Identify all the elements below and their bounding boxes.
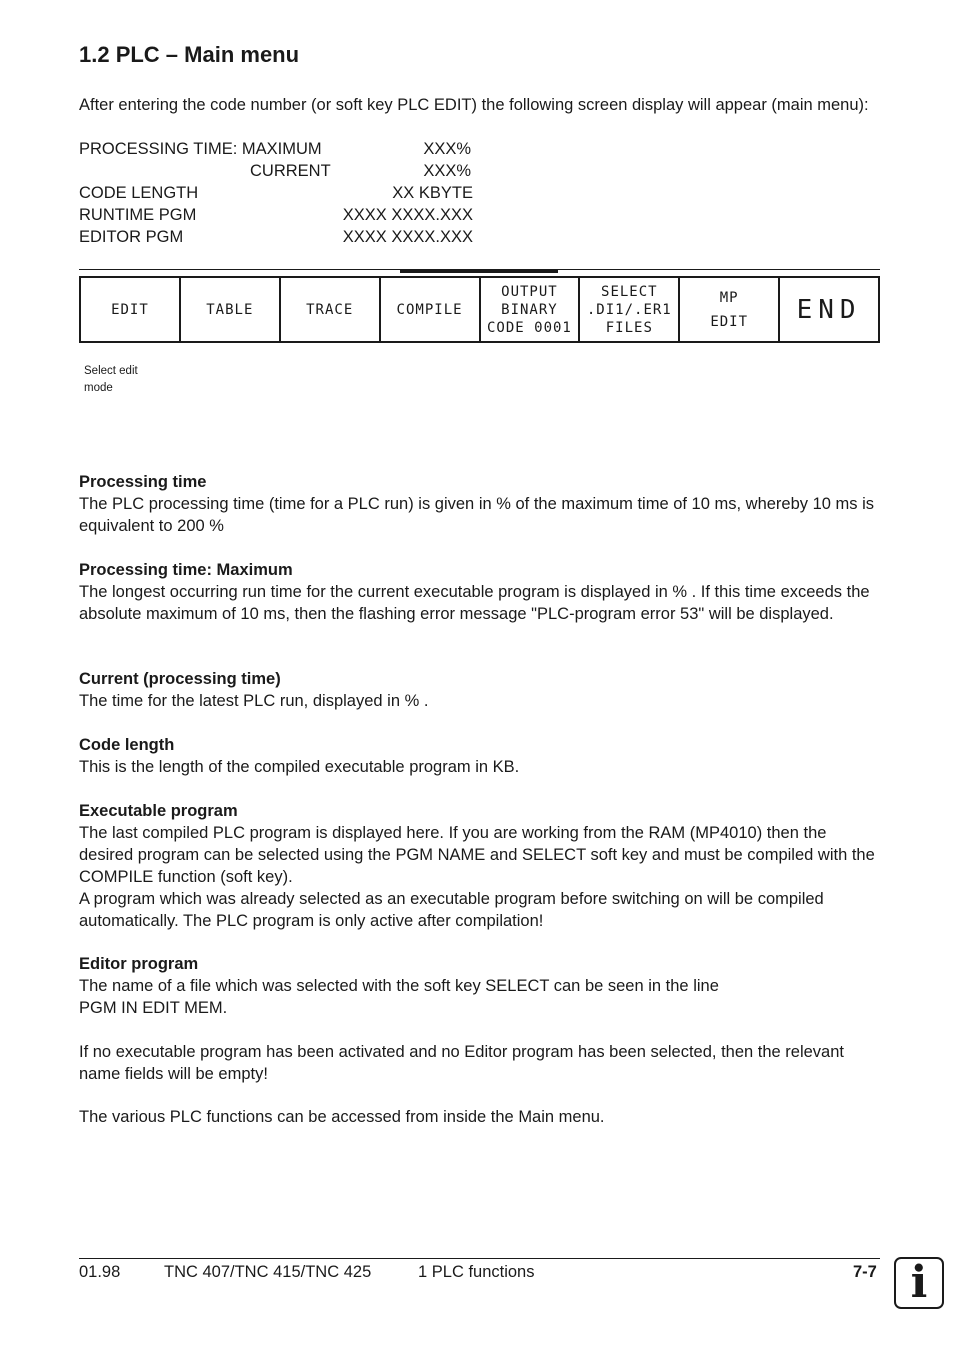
screen-row-code-length — [79, 182, 499, 204]
softkey-select-files[interactable] — [580, 278, 680, 341]
paragraph-empty-fields: If no executable program has been activated and no Editor program has been selected, then the relevant name fields will be empty! — [79, 1043, 844, 1083]
screen-row-processing-max — [79, 138, 499, 160]
softkey-label: TRACE — [306, 301, 354, 318]
softkey-label: CODE 0001 — [487, 319, 572, 336]
softkey-label: TABLE — [206, 301, 254, 318]
screen-row-runtime-pgm — [79, 204, 499, 226]
screen-row-value: XXXX XXXX.XXX — [342, 206, 473, 224]
softkey-output-binary[interactable] — [481, 278, 581, 341]
screen-row-label: RUNTIME PGM — [79, 206, 197, 224]
screen-row-value: XX KBYTE — [392, 184, 473, 202]
section-heading: Current (processing time) — [79, 670, 281, 688]
screen-row-value: XXX% — [423, 162, 471, 180]
footer-rule — [79, 1258, 880, 1259]
section-text: The name of a file which was selected with the soft key SELECT can be seen in the line — [79, 977, 719, 995]
info-icon: i — [894, 1257, 944, 1309]
caption-line: Select edit — [84, 365, 138, 377]
page-title: 1.2 PLC – Main menu — [79, 42, 300, 67]
softkey-compile[interactable] — [381, 278, 481, 341]
section-text: The PLC processing time (time for a PLC run) is given in % of the maximum time of 10 ms, whereby 10 ms is equivalent to 200 % — [79, 495, 875, 535]
section-heading: Executable program — [79, 802, 238, 820]
section-text: The longest occurring run time for the current executable program is displayed in % . If this time exceeds the absolute maximum of 10 ms, then the flashing error message "PLC-program error 53" will be displayed. — [79, 583, 870, 623]
section-heading: Processing time — [79, 473, 207, 491]
screen-row-editor-pgm — [79, 226, 499, 248]
section-heading: Processing time: Maximum — [79, 561, 293, 579]
section-text: The time for the latest PLC run, displayed in % . — [79, 692, 429, 710]
footer-date: 01.98 — [79, 1263, 121, 1281]
softkey-edit[interactable] — [81, 278, 181, 341]
softkey-mp-edit[interactable] — [680, 278, 780, 341]
paragraph-access: The various PLC functions can be accessed from inside the Main menu. — [79, 1108, 605, 1126]
softkey-page-indicator — [400, 270, 558, 273]
screen-row-label: CURRENT — [250, 162, 331, 180]
section-text: This is the length of the compiled executable program in KB. — [79, 758, 520, 776]
softkey-trace[interactable] — [281, 278, 381, 341]
softkey-label: MP — [719, 289, 739, 306]
section-heading: Code length — [79, 736, 175, 754]
caption-line: mode — [84, 382, 113, 394]
softkey-label: EDIT — [111, 301, 149, 318]
softkey-bar — [79, 276, 880, 343]
screen-row-label: PROCESSING TIME: MAXIMUM — [79, 140, 322, 158]
softkey-label: OUTPUT — [501, 283, 558, 300]
footer-chapter: 1 PLC functions — [418, 1263, 535, 1281]
screen-row-value: XXX% — [423, 140, 471, 158]
softkey-label: .DI1/.ER1 — [586, 301, 672, 318]
screen-row-label: EDITOR PGM — [79, 228, 184, 246]
screen-row-label: CODE LENGTH — [79, 184, 199, 202]
intro-text: After entering the code number (or soft key PLC EDIT) the following screen display will appear (main menu): — [79, 96, 869, 114]
softkey-label: BINARY — [501, 301, 558, 318]
softkey-label: EDIT — [710, 313, 749, 330]
section-text: PGM IN EDIT MEM. — [79, 999, 228, 1017]
screen-row-current — [79, 160, 499, 182]
softkey-end[interactable] — [780, 278, 878, 341]
softkey-label: COMPILE — [396, 301, 463, 318]
footer-page-number: 7-7 — [853, 1263, 877, 1281]
softkey-table[interactable] — [181, 278, 281, 341]
softkey-label: FILES — [605, 319, 653, 336]
softkey-label: END — [796, 294, 862, 325]
softkey-caption — [84, 363, 138, 397]
screen-row-value: XXXX XXXX.XXX — [342, 228, 473, 246]
footer-model: TNC 407/TNC 415/TNC 425 — [164, 1263, 372, 1281]
section-text: A program which was already selected as an executable program before switching on will be compiled automatically. The PLC program is only active after compilation! — [79, 890, 824, 930]
section-text: The last compiled PLC program is displayed here. If you are working from the RAM (MP4010) then the desired program can be selected using the PGM NAME and SELECT soft key and must be compiled with the COMPILE function (soft key). — [79, 824, 875, 886]
section-heading: Editor program — [79, 955, 199, 973]
softkey-label: SELECT — [601, 283, 658, 300]
